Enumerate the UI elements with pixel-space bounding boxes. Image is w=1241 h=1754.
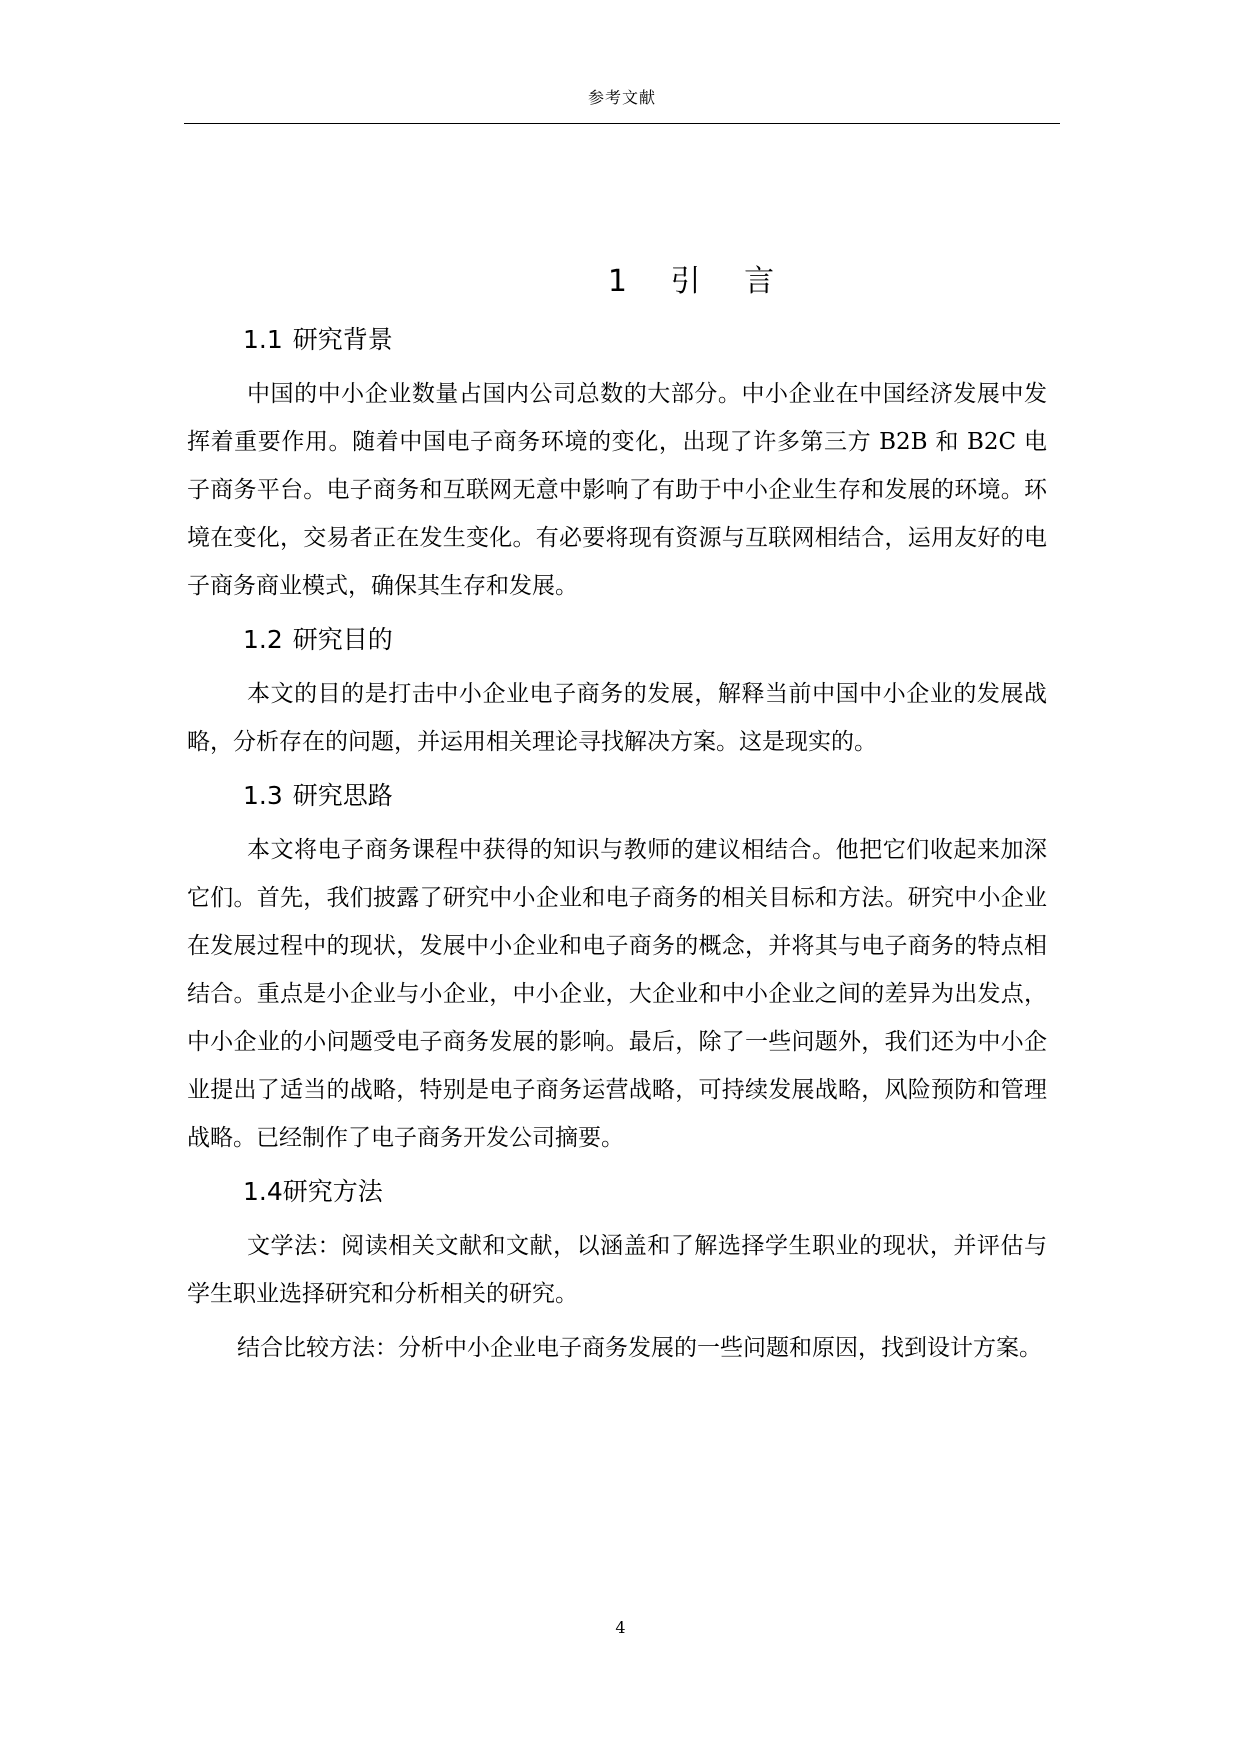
section-title: 研究目的 xyxy=(292,625,393,654)
section-heading-purpose xyxy=(187,616,1047,664)
section-heading-background xyxy=(187,316,1047,364)
section-number: 1.2 xyxy=(243,625,283,654)
page-content xyxy=(187,252,1047,1378)
section-number: 1.3 xyxy=(243,781,283,810)
chapter-title xyxy=(187,252,1047,312)
section-number: 1.1 xyxy=(243,325,283,354)
paragraph-purpose: 本文的目的是打击中小企业电子商务的发展，解释当前中国中小企业的发展战略，分析存在的问题，并运用相关理论寻找解决方案。这是现实的。 xyxy=(187,681,1047,755)
header-rule xyxy=(184,123,1060,124)
section-heading-methods xyxy=(187,1168,1047,1216)
chapter-title-text: 引 言 xyxy=(670,264,787,299)
section-title: 研究思路 xyxy=(292,781,393,810)
paragraph-comparative-method: 结合比较方法：分析中小企业电子商务发展的一些问题和原因，找到设计方案。 xyxy=(237,1335,1042,1361)
paragraph-approach: 本文将电子商务课程中获得的知识与教师的建议相结合。他把它们收起来加深它们。首先，我们披露了研究中小企业和电子商务的相关目标和方法。研究中小企业在发展过程中的现状，发展中小企业和电子商务的概念，并将其与电子商务的特点相结合。重点是小企业与小企业，中小企业，大企业和中小企业之间的差异为出发点，中小企业的小问题受电子商务发展的影响。最后，除了一些问题外，我们还为中小企业提出了适当的战略，特别是电子商务运营战略，可持续发展战略，风险预防和管理战略。已经制作了电子商务开发公司摘要。 xyxy=(187,837,1047,1151)
running-header: 参考文献 xyxy=(587,88,656,107)
chapter-number: 1 xyxy=(607,264,639,299)
section-title: 研究背景 xyxy=(292,325,393,354)
section-heading-approach xyxy=(187,772,1047,820)
section-number: 1.4 xyxy=(243,1177,283,1206)
section-title: 研究方法 xyxy=(282,1177,383,1206)
page-number: 4 xyxy=(615,1618,626,1637)
paragraph-literature-method: 文学法：阅读相关文献和文献，以涵盖和了解选择学生职业的现状，并评估与学生职业选择研究和分析相关的研究。 xyxy=(187,1233,1047,1307)
paragraph-background: 中国的中小企业数量占国内公司总数的大部分。中小企业在中国经济发展中发挥着重要作用。随着中国电子商务环境的变化，出现了许多第三方 B2B 和 B2C 电子商务平台。电子商务和互联网无意中影响了有助于中小企业生存和发展的环境。环境在变化，交易者正在发生变化。有必要将现有资源与互联网相结合，运用友好的电子商务商业模式，确保其生存和发展。 xyxy=(187,381,1047,599)
